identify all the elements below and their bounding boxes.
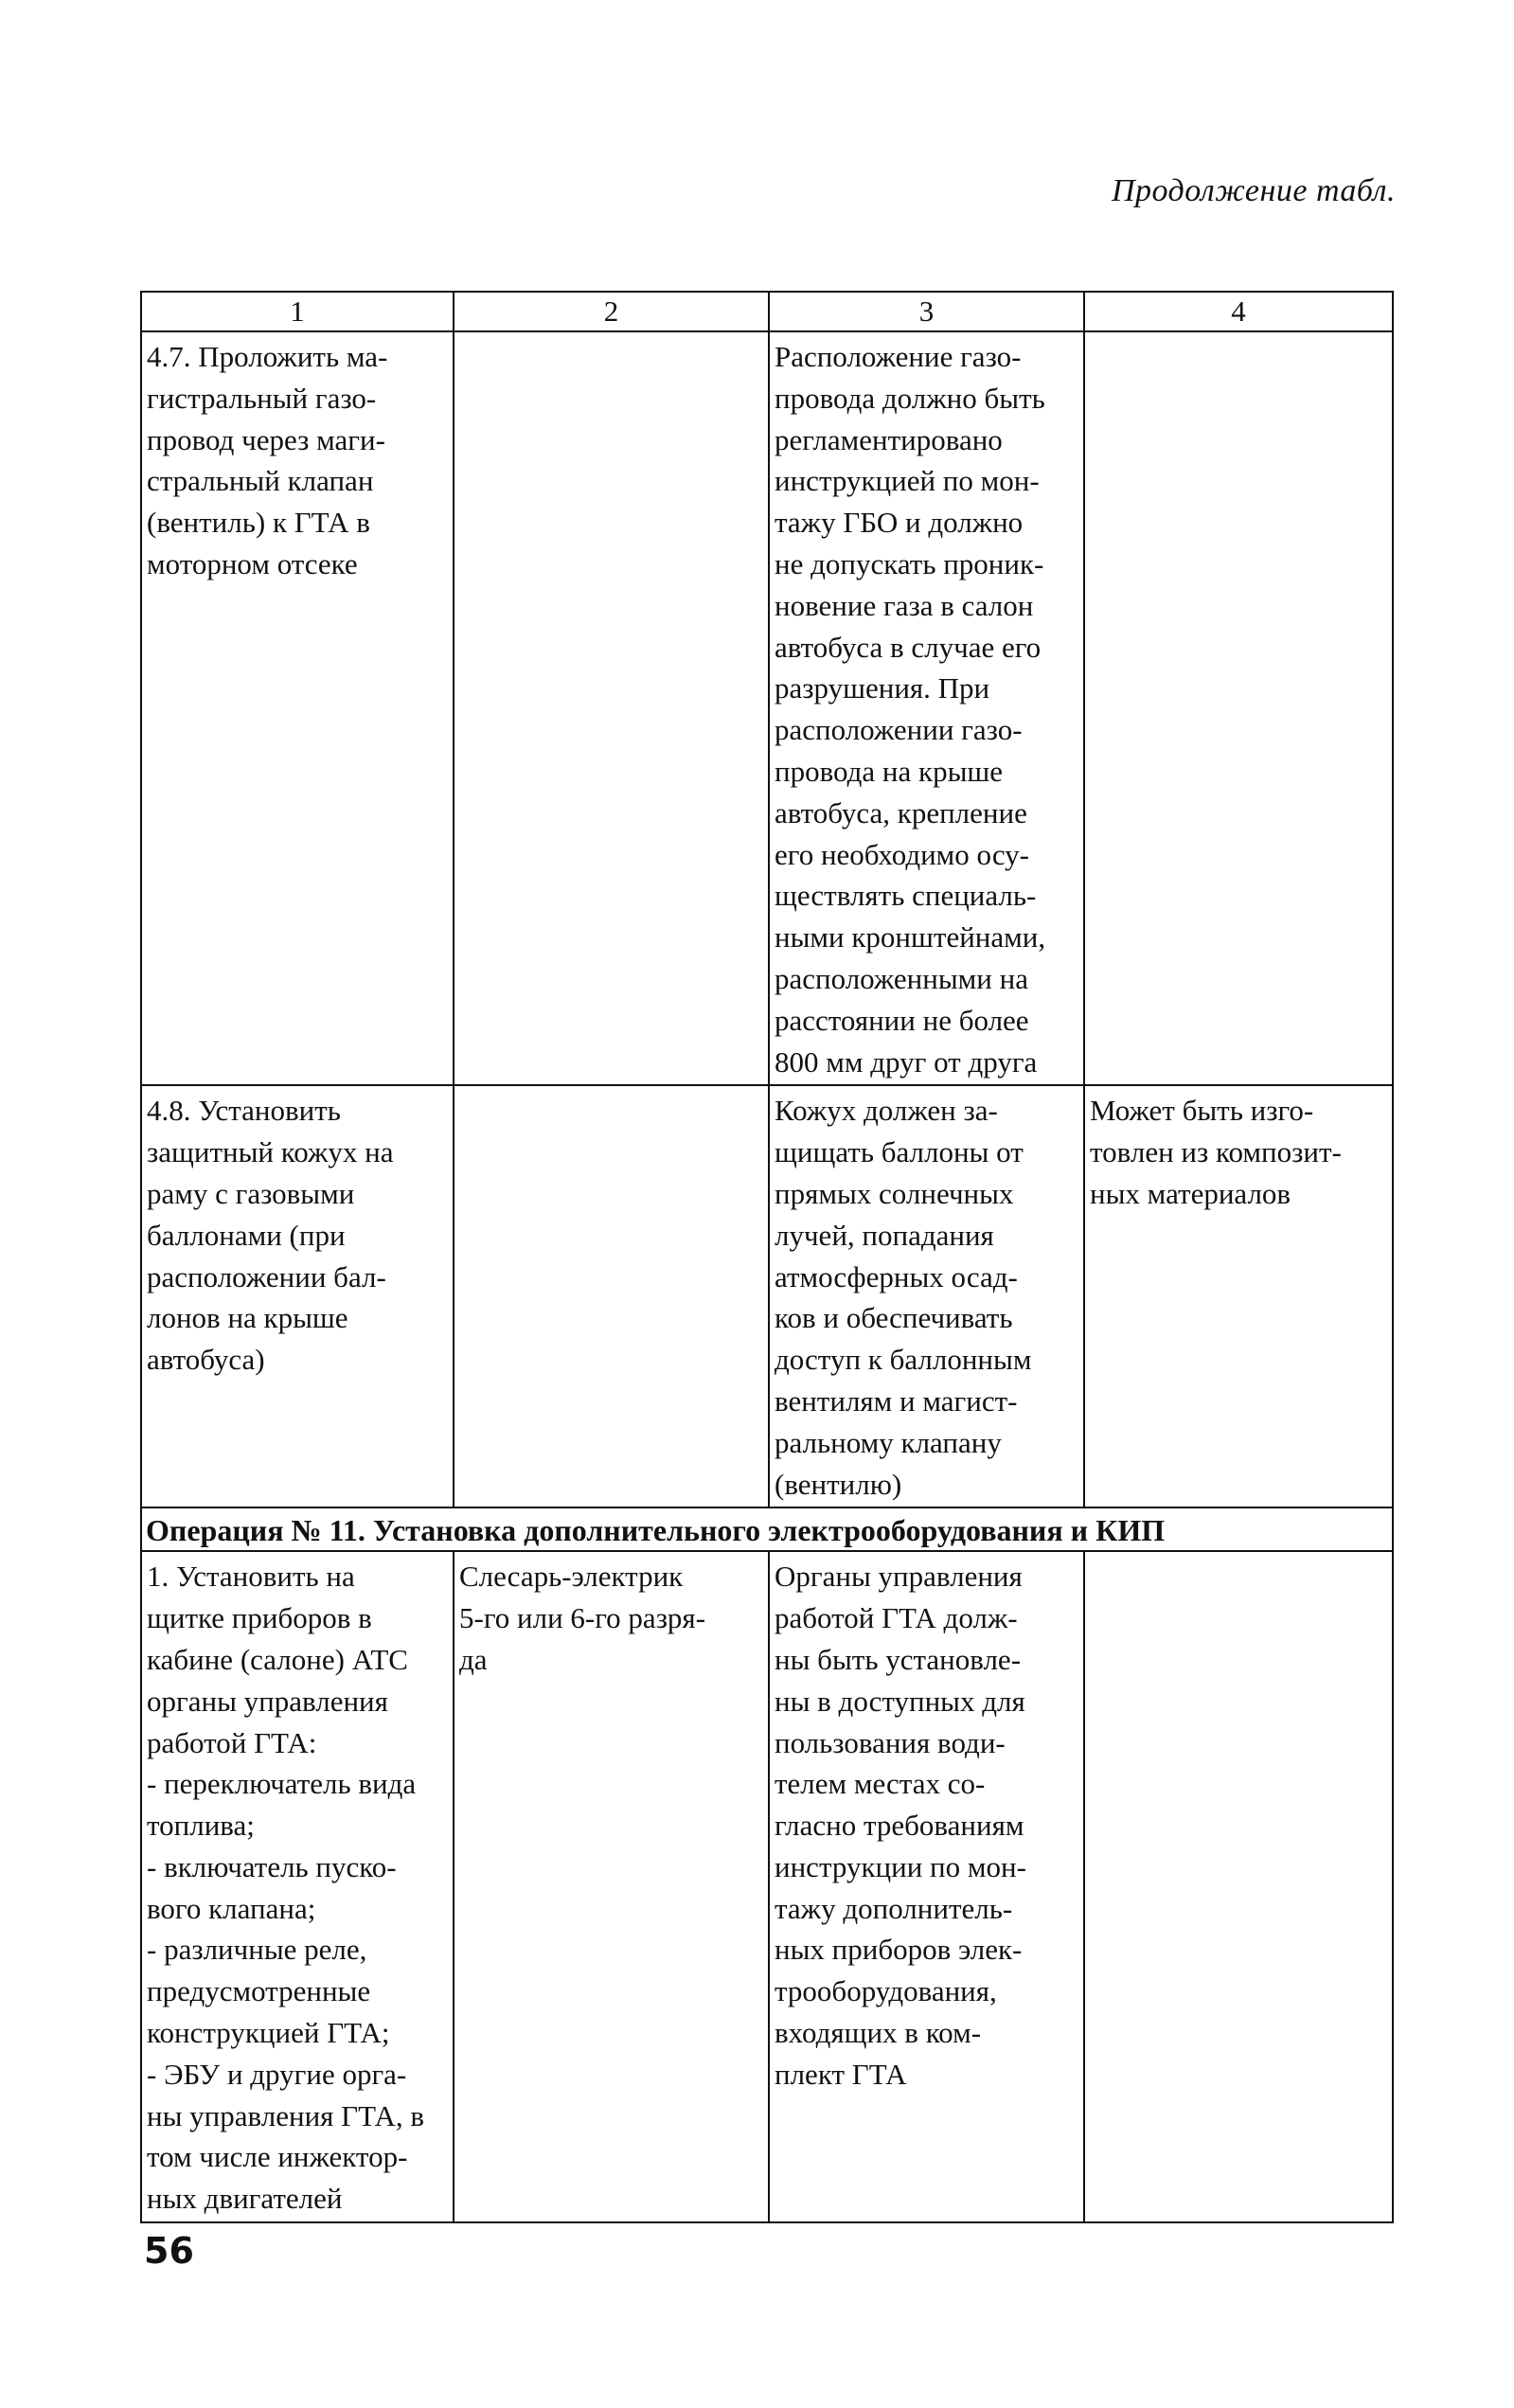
- requirements-text: Расположение газо- провода должно быть регламентировано инструкцией по мон- тажу ГБО и должно не допускать проник- новение газа в салон автобуса в случае его разрушения. При расположении газо- провода на крыше автобуса, крепление его необходимо осу- ществлять специаль- ными кронштейнами, расположенными на расстоянии не более 800 мм друг от друга: [775, 340, 1046, 1079]
- table-continuation-label: Продолжение табл.: [1111, 173, 1396, 208]
- column-header-3: 3: [769, 292, 1084, 331]
- operation-heading: Операция № 11. Установка дополнительного электрооборудования и КИП: [141, 1507, 1393, 1551]
- notes-cell: [1084, 331, 1393, 1085]
- operation-text: 4.8. Установить защитный кожух на раму с газовыми баллонами (при расположении бал- лонов на крыше автобуса): [147, 1094, 394, 1377]
- table-header-row: [141, 292, 1393, 331]
- operation-heading-row: [141, 1507, 1393, 1551]
- operations-table: [140, 291, 1394, 2223]
- column-header-1: 1: [141, 292, 454, 331]
- notes-cell: [1084, 1551, 1393, 2222]
- operation-cell: [141, 1085, 454, 1507]
- table-row: [141, 331, 1393, 1085]
- performer-cell: [454, 1085, 769, 1507]
- performer-text: Слесарь-электрик 5-го или 6-го разря- да: [459, 1560, 706, 1676]
- requirements-cell: [769, 331, 1084, 1085]
- requirements-text: Органы управления работой ГТА долж- ны быть установле- ны в доступных для пользования води- телем местах со- гласно требованиям инструкции по мон- тажу дополнитель- ных приборов элек- трооборудования, входящих в ком- плект ГТА: [775, 1560, 1026, 2091]
- page-number: 56: [144, 2230, 194, 2272]
- operation-cell: [141, 1551, 454, 2222]
- column-header-2: 2: [454, 292, 769, 331]
- table-row: [141, 1085, 1393, 1507]
- performer-cell: [454, 331, 769, 1085]
- operation-text: 1. Установить на щитке приборов в кабине (салоне) АТС органы управления работой ГТА: - переключатель вида топлива; - включатель пуско- вого клапана; - различные реле, предусмотренные конструкцией ГТА; - ЭБУ и другие орга- ны управления ГТА, в том числе инжектор- ных двигателей: [147, 1560, 425, 2216]
- column-header-4: 4: [1084, 292, 1393, 331]
- requirements-text: Кожух должен за- щищать баллоны от прямых солнечных лучей, попадания атмосферных осад- ков и обеспечивать доступ к баллонным вентилям и магист- ральному клапану (вентилю): [775, 1094, 1032, 1501]
- requirements-cell: [769, 1085, 1084, 1507]
- notes-text: Может быть изго- товлен из композит- ных материалов: [1090, 1094, 1342, 1210]
- operation-cell: [141, 331, 454, 1085]
- performer-cell: [454, 1551, 769, 2222]
- table-row: [141, 1551, 1393, 2222]
- requirements-cell: [769, 1551, 1084, 2222]
- notes-cell: [1084, 1085, 1393, 1507]
- operation-text: 4.7. Проложить ма- гистральный газо- провод через маги- стральный клапан (вентиль) к ГТА в моторном отсеке: [147, 340, 388, 580]
